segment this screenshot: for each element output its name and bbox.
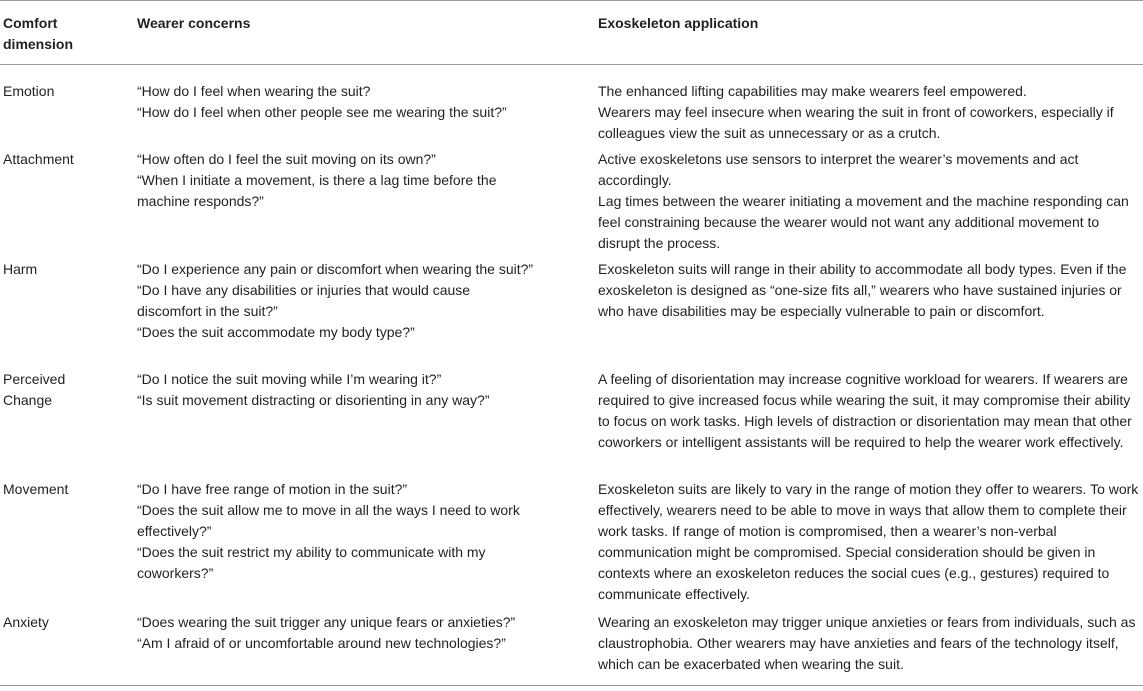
dimension-cell: Attachment [3, 151, 74, 167]
dimension-cell: Anxiety [3, 614, 49, 630]
application-cell [598, 364, 1143, 453]
dimension-cell: Emotion [3, 83, 55, 99]
application-line: A feeling of disorientation may increase cognitive workload for wearers. If wearers are required to give increased focus while wearing the suit, it may compromise their ability to focus on work tasks. High levels of distraction or disorientation may mean that other coworkers or intelligent assistants will be required to help the wearer work effectively. [598, 371, 1132, 450]
table-row [0, 474, 1143, 607]
application-line: The enhanced lifting capabilities may make wearers feel empowered. [598, 83, 1027, 99]
concern-line: “How do I feel when other people see me wearing the suit?” [137, 104, 507, 120]
concern-line: “How do I feel when wearing the suit? [137, 83, 371, 99]
concerns-cell [137, 607, 596, 654]
application-line: Wearing an exoskeleton may trigger unique anxieties or fears from individuals, such as claustrophobia. Other wearers may have anxieties and fears of the technology itself, which can be exacerbated when wearing the suit. [598, 614, 1136, 672]
application-cell [598, 254, 1143, 322]
application-cell [598, 607, 1143, 675]
application-line: Lag times between the wearer initiating a movement and the machine responding can feel constraining because the wearer would not want any additional movement to disrupt the process. [598, 193, 1129, 251]
table-row [0, 364, 1143, 474]
table-row [0, 65, 1143, 145]
concerns-cell [137, 364, 596, 411]
concern-line: “How often do I feel the suit moving on its own?” [137, 151, 436, 167]
dimension-cell: Perceived Change [3, 371, 66, 408]
concern-line: “Do I notice the suit moving while I’m wearing it?” [137, 371, 442, 387]
concern-line: “Do I experience any pain or discomfort when wearing the suit?” [137, 261, 534, 277]
concern-line: “When I initiate a movement, is there a lag time before the machine responds?” [137, 172, 497, 209]
application-line: Exoskeleton suits will range in their ability to accommodate all body types. Even if the exoskeleton is designed as “one-size fits all,” wearers who have sustained injuries or who have disabilities may be especially vulnerable to pain or discomfort. [598, 261, 1127, 319]
dimension-cell: Movement [3, 481, 69, 497]
concern-line: “Does the suit accommodate my body type?” [137, 324, 415, 340]
header-application: Exoskeleton application [598, 15, 759, 31]
dimension-cell: Harm [3, 261, 38, 277]
application-line: Active exoskeletons use sensors to interpret the wearer’s movements and act accordingly. [598, 151, 1079, 188]
table-row [0, 254, 1143, 364]
concerns-cell [137, 474, 596, 584]
application-line: Wearers may feel insecure when wearing the suit in front of coworkers, especially if colleagues view the suit as unnecessary or as a crutch. [598, 104, 1114, 141]
concerns-cell [137, 65, 596, 123]
table-row [0, 144, 1143, 254]
concern-line: “Do I have any disabilities or injuries that would cause discomfort in the suit?” [137, 282, 471, 319]
concern-line: “Does the suit allow me to move in all the ways I need to work effectively?” [137, 502, 520, 539]
concern-line: “Is suit movement distracting or disorienting in any way?” [137, 392, 490, 408]
application-cell [598, 144, 1143, 254]
header-row [0, 1, 1143, 65]
table-row [0, 607, 1143, 686]
concern-line: “Does the suit restrict my ability to communicate with my coworkers?” [137, 544, 486, 581]
concerns-cell [137, 144, 596, 212]
application-cell [598, 65, 1143, 144]
header-concerns: Wearer concerns [137, 15, 251, 31]
concern-line: “Do I have free range of motion in the suit?” [137, 481, 408, 497]
concern-line: “Am I afraid of or uncomfortable around new technologies?” [137, 635, 506, 651]
application-cell [598, 474, 1143, 605]
concern-line: “Does wearing the suit trigger any unique fears or anxieties?” [137, 614, 516, 630]
header-dimension: Comfort dimension [3, 15, 74, 52]
concerns-cell [137, 254, 596, 343]
application-line: Exoskeleton suits are likely to vary in the range of motion they offer to wearers. To work effectively, wearers need to be able to move in ways that allow them to complete their work tasks. If range of motion is compromised, then a wearer’s non-verbal communication might be compromised. Special consideration should be given in contexts where an exoskeleton reduces the social cues (e.g., gestures) required to communicate effectively. [598, 481, 1139, 602]
